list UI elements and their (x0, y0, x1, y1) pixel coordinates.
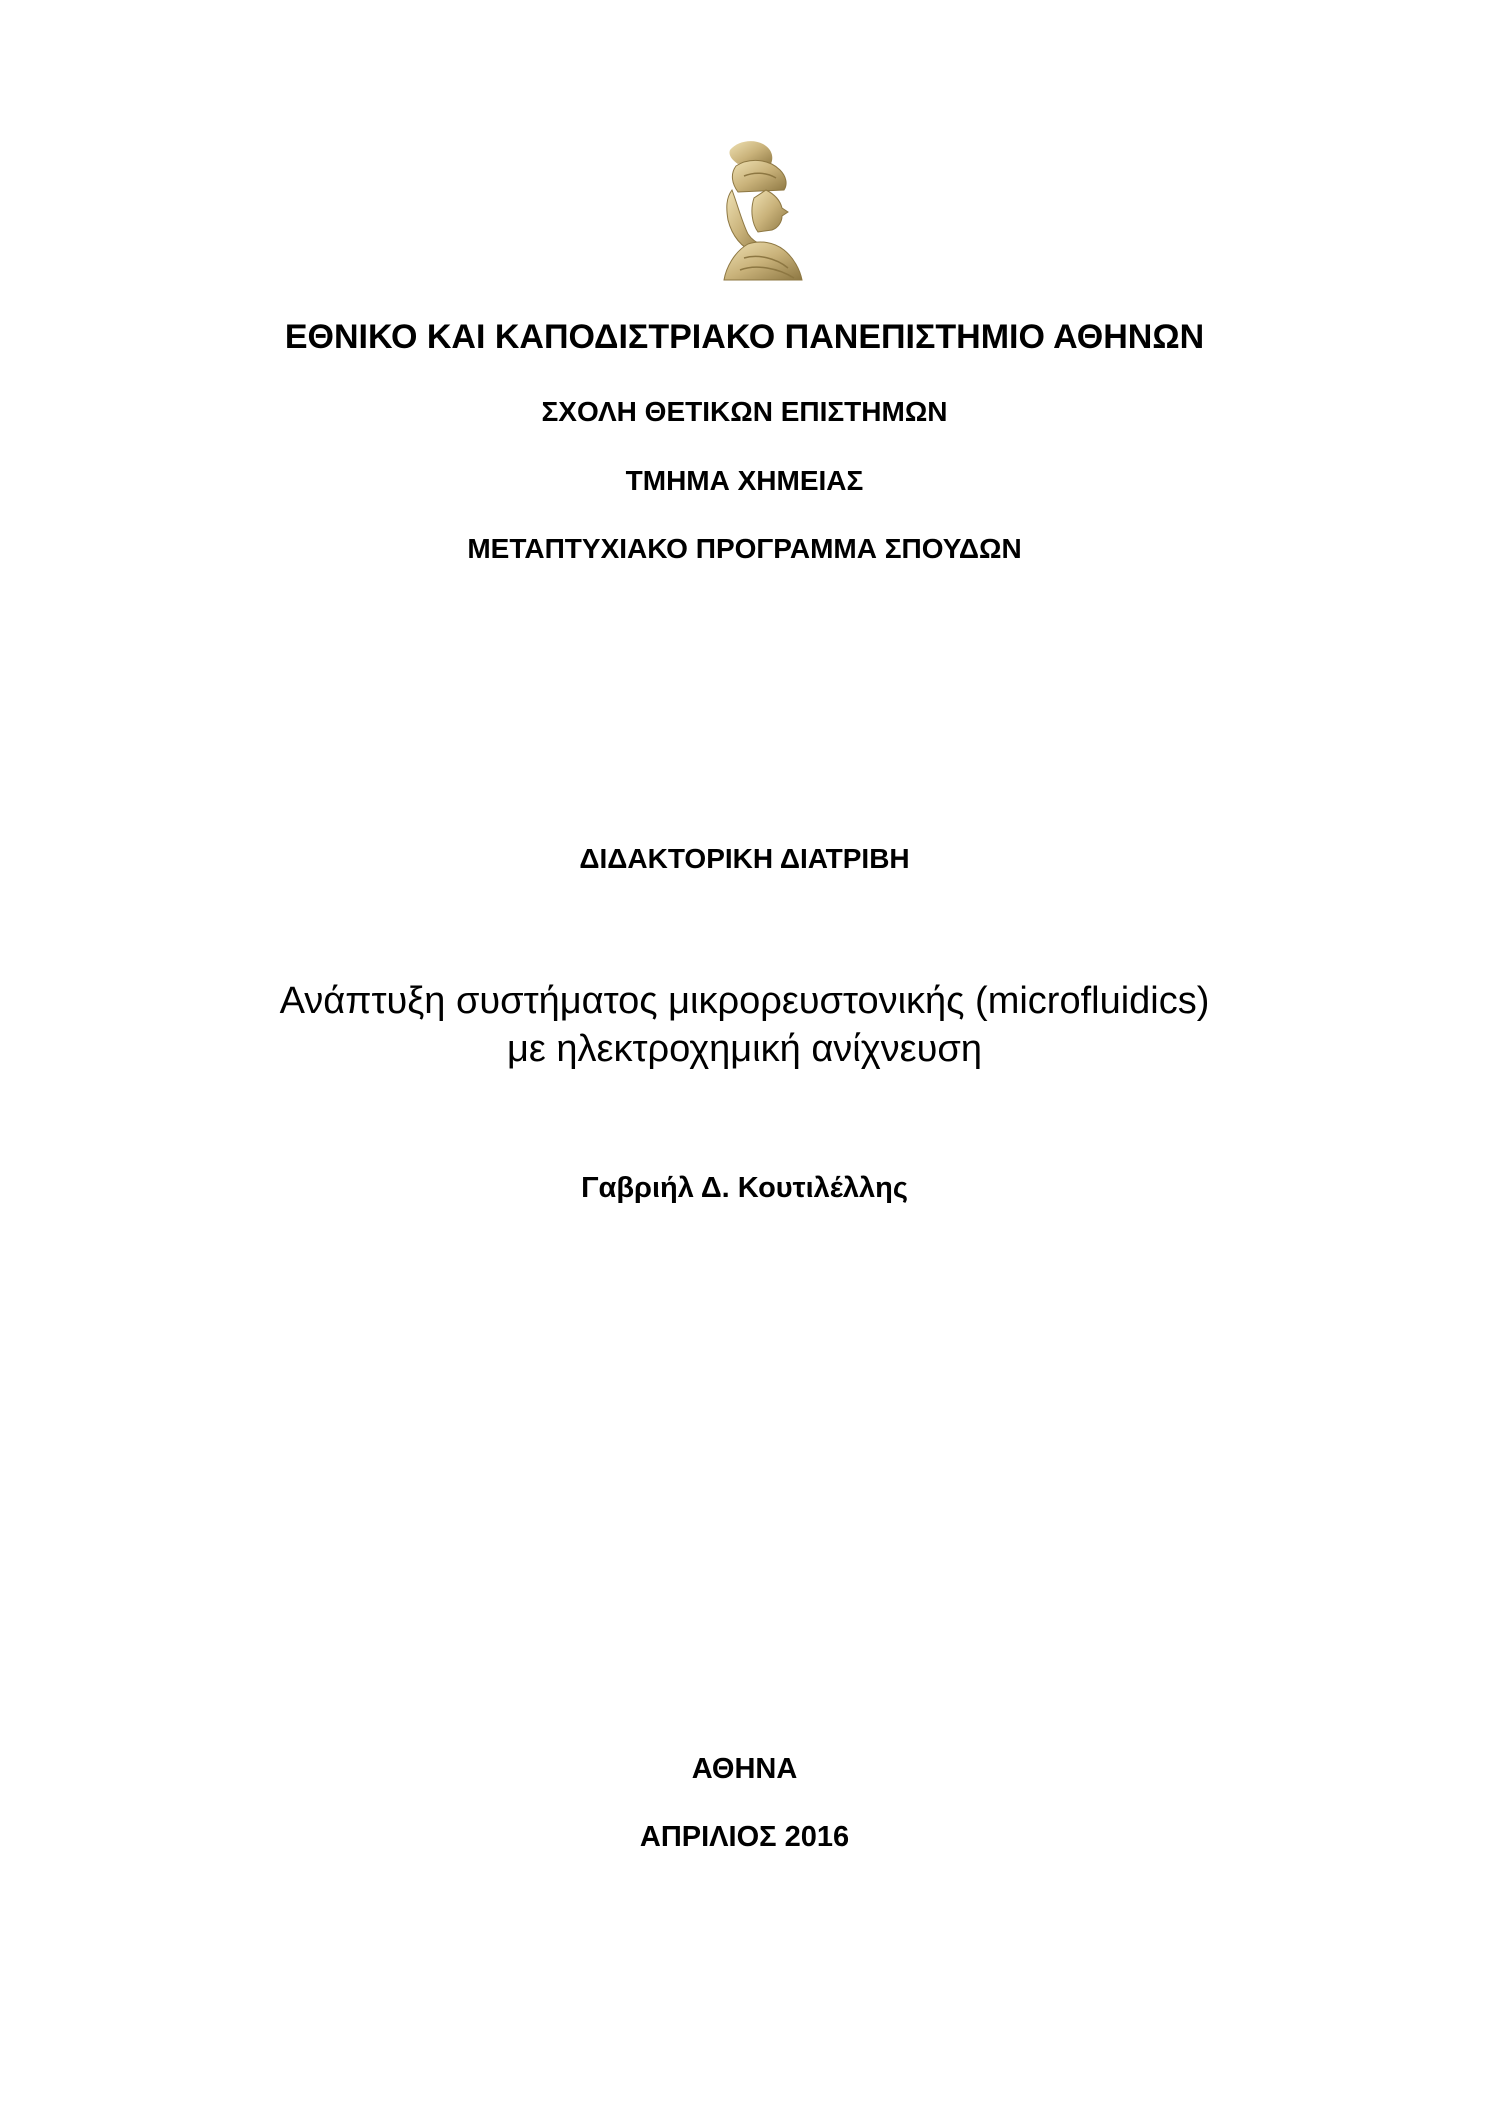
date: ΑΠΡΙΛΙΟΣ 2016 (639, 1821, 850, 1853)
department-name: ΤΜΗΜΑ ΧΗΜΕΙΑΣ (625, 465, 864, 496)
author-name: Γαβριήλ Δ. Κουτιλέλλης (581, 1172, 908, 1204)
program-name: ΜΕΤΑΠΤΥΧΙΑΚΟ ΠΡΟΓΡΑΜΜΑ ΣΠΟΥΔΩΝ (467, 533, 1022, 564)
city: ΑΘΗΝΑ (691, 1753, 798, 1785)
thesis-title-line-2: με ηλεκτροχημική ανίχνευση (507, 1028, 982, 1070)
school-name: ΣΧΟΛΗ ΘΕΤΙΚΩΝ ΕΠΙΣΤΗΜΩΝ (541, 396, 948, 427)
university-name: ΕΘΝΙΚΟ ΚΑΙ ΚΑΠΟΔΙΣΤΡΙΑΚΟ ΠΑΝΕΠΙΣΤΗΜΙΟ ΑΘΗΝΩΝ (284, 318, 1205, 356)
thesis-title-line-1: Ανάπτυξη συστήματος μικρορευστονικής (microfluidics) (279, 980, 1210, 1022)
thesis-type: ΔΙΔΑΚΤΟΡΙΚΗ ΔΙΑΤΡΙΒΗ (579, 843, 910, 874)
athena-head-icon (708, 140, 810, 282)
